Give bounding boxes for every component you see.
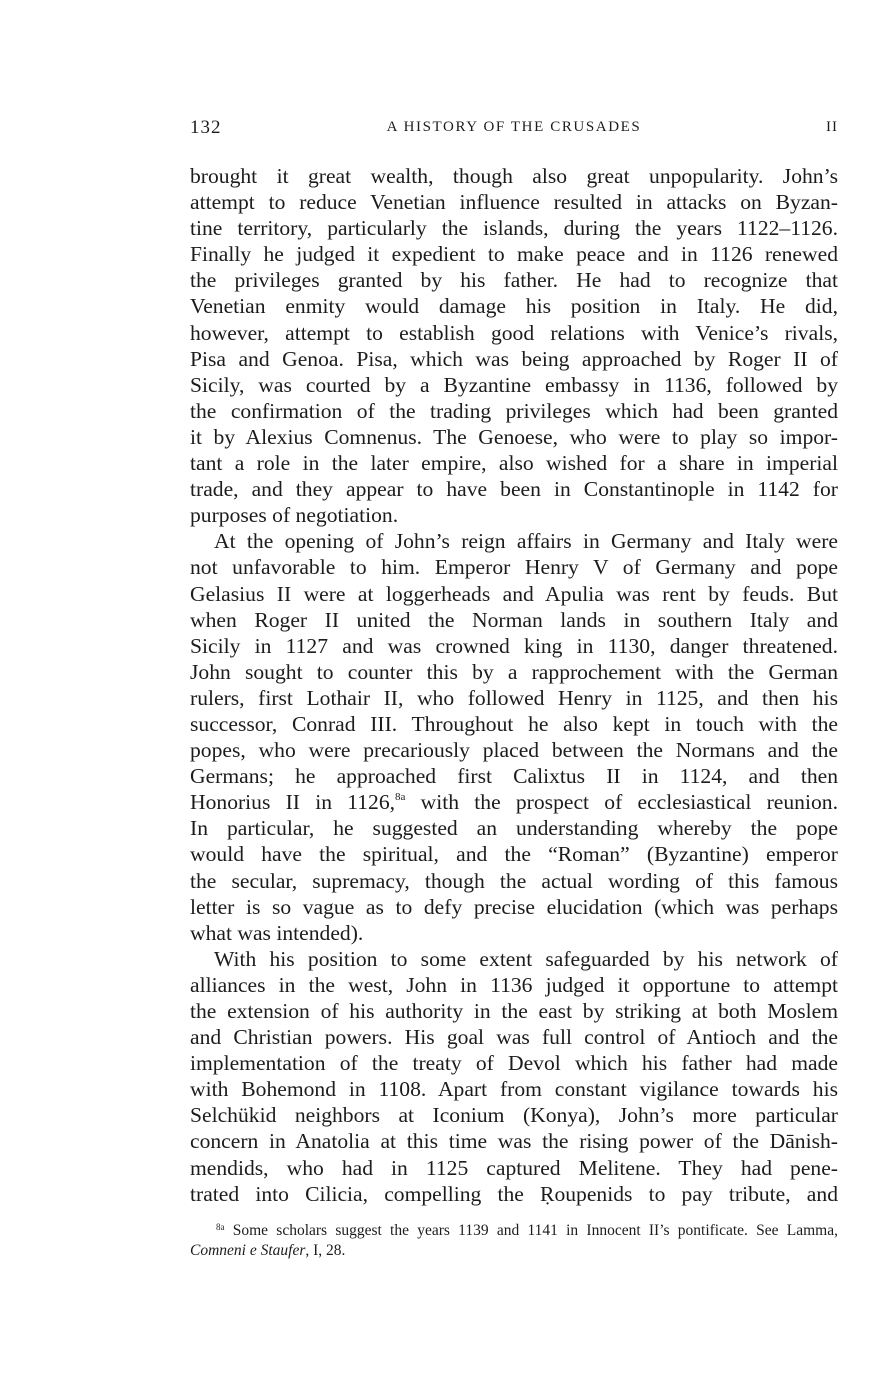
running-title: A HISTORY OF THE CRUSADES (386, 119, 642, 135)
footnote-marker: 8a (216, 1222, 225, 1232)
text-line: Pisa and Genoa. Pisa, which was being approached by Roger II of (190, 346, 838, 371)
footnote-citation-title: Comneni e Staufer (190, 1242, 306, 1259)
text-line: it by Alexius Comnenus. The Genoese, who were to play so impor- (190, 424, 838, 449)
running-header (190, 117, 838, 141)
chapter-number: II (826, 119, 838, 135)
footnote-ref: 8a (395, 791, 406, 804)
footnote-line (190, 1221, 838, 1241)
text-line: tine territory, particularly the islands, during the years 1122–1126. (190, 216, 838, 241)
text-line: Finally he judged it expedient to make peace and in 1126 renewed (190, 242, 838, 267)
text-line: would have the spiritual, and the “Roman” (Byzantine) emperor (190, 842, 838, 867)
text-line: Sicily in 1127 and was crowned king in 1130, danger threatened. (190, 633, 838, 658)
text-line: attempt to reduce Venetian influence resulted in attacks on Byzan- (190, 190, 838, 215)
text-line: trade, and they appear to have been in Constantinople in 1142 for (190, 477, 838, 502)
text-line: In particular, he suggested an understanding whereby the pope (190, 816, 838, 841)
text-segment: Honorius II in 1126, (190, 790, 396, 815)
text-line: Germans; he approached first Calixtus II in 1124, and then (190, 764, 838, 789)
text-line: rulers, first Lothair II, who followed Henry in 1125, and then his (190, 685, 838, 710)
text-segment: with the prospect of ecclesiastical reunion. (420, 790, 838, 815)
text-line: letter is so vague as to defy precise elucidation (which was perhaps (190, 894, 838, 919)
footnote (190, 1221, 838, 1261)
text-line: the secular, supremacy, though the actual wording of this famous (190, 868, 838, 893)
text-line: what was intended). (190, 920, 364, 945)
text-line: when Roger II united the Norman lands in southern Italy and (190, 607, 838, 632)
text-line: the extension of his authority in the east by striking at both Moslem (190, 999, 838, 1023)
text-line: and Christian powers. His goal was full control of Antioch and the (190, 1025, 838, 1050)
text-line: alliances in the west, John in 1136 judged it opportune to attempt (190, 972, 838, 997)
text-line: implementation of the treaty of Devol which his father had made (190, 1051, 838, 1076)
body-text (190, 163, 838, 1207)
text-line: successor, Conrad III. Throughout he also kept in touch with the (190, 711, 838, 736)
footnote-line (190, 1241, 838, 1261)
text-line: the privileges granted by his father. He had to recognize that (190, 268, 838, 293)
text-line: Venetian enmity would damage his position in Italy. He did, (190, 294, 838, 319)
text-line: purposes of negotiation. (190, 503, 399, 528)
text-line: Selchükid neighbors at Iconium (Konya), John’s more particular (190, 1103, 838, 1128)
text-line: Sicily, was courted by a Byzantine embassy in 1136, followed by (190, 372, 838, 397)
paragraph-start: With his position to some extent safeguarded by his network of (214, 946, 838, 971)
text-line: brought it great wealth, though also great unpopularity. John’s (190, 164, 838, 188)
text-line: with Bohemond in 1108. Apart from constant vigilance towards his (190, 1077, 838, 1102)
text-line: concern in Anatolia at this time was the rising power of the Dānish- (190, 1129, 838, 1154)
text-line: Gelasius II were at loggerheads and Apulia was rent by feuds. But (190, 581, 838, 606)
text-line: John sought to counter this by a rapprochement with the German (190, 659, 838, 684)
text-line: tant a role in the later empire, also wished for a share in imperial (190, 451, 838, 476)
text-line: not unfavorable to him. Emperor Henry V of Germany and pope (190, 555, 838, 580)
text-line: the confirmation of the trading privileges which had been granted (190, 398, 838, 423)
text-line: trated into Cilicia, compelling the Ṛoupenids to pay tribute, and (190, 1181, 838, 1206)
text-line: popes, who were precariously placed between the Normans and the (190, 738, 838, 763)
paragraph-start: At the opening of John’s reign affairs in Germany and Italy were (214, 529, 838, 554)
footnote-citation-rest: , I, 28. (305, 1242, 346, 1259)
text-line: however, attempt to establish good relations with Venice’s rivals, (190, 320, 838, 345)
page-number: 132 (190, 117, 222, 138)
text-line-with-footnote (190, 789, 838, 815)
footnote-text: Some scholars suggest the years 1139 and 1141 in Innocent II’s pontificate. See Lamma, (232, 1222, 838, 1239)
text-line: mendids, who had in 1125 captured Melitene. They had pene- (190, 1155, 838, 1180)
